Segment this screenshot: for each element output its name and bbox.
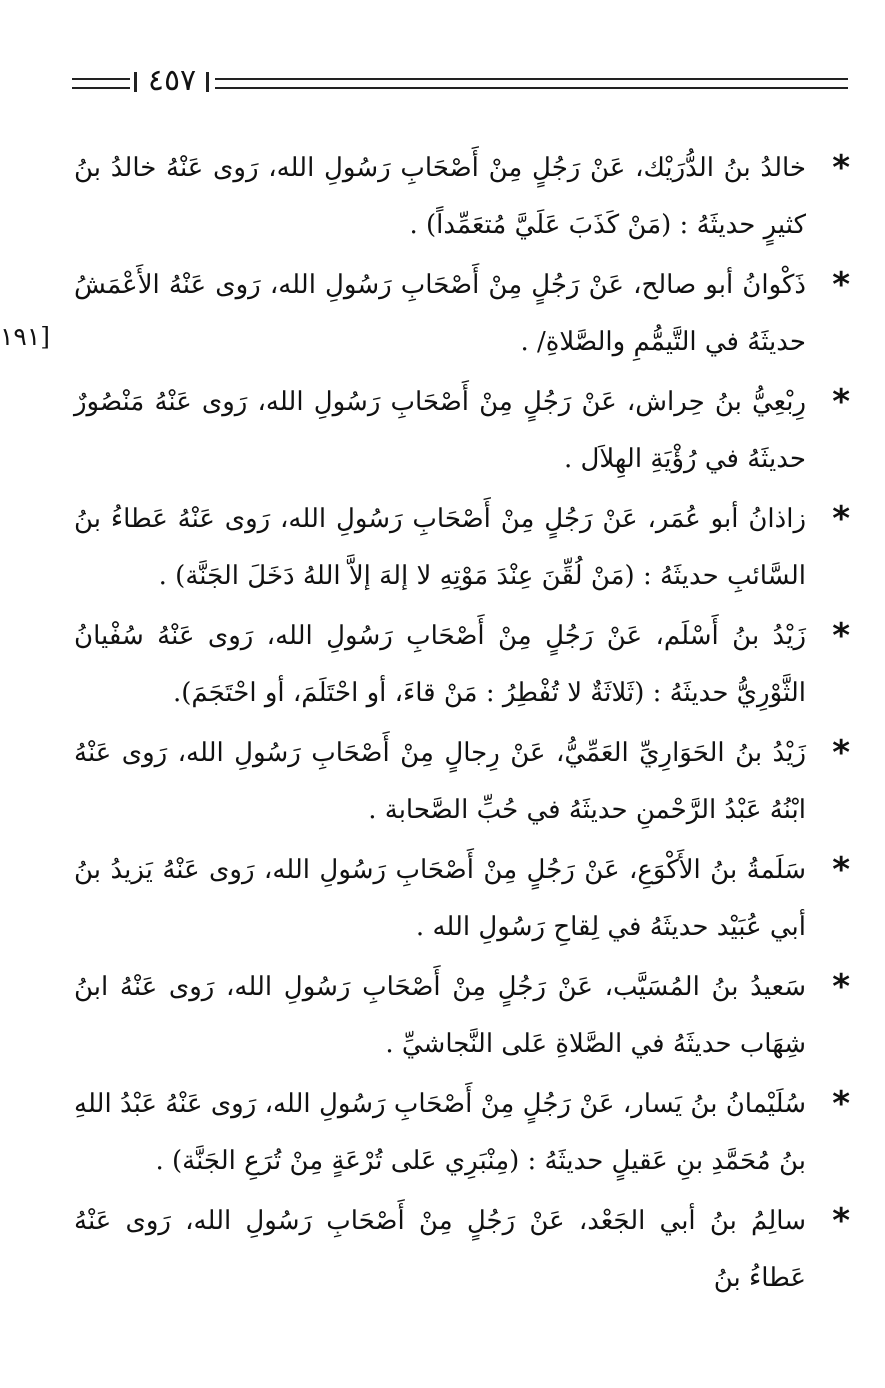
entry-text: رِبْعِيُّ بنُ حِراش، عَنْ رَجُلٍ مِنْ أَصْحَابِ رَسُولِ الله، رَوى عَنْهُ مَنْصُورٌ حديثَهُ في رُؤْيَةِ الهِلاَل .: [74, 387, 806, 474]
asterisk-bullet: *: [832, 265, 850, 305]
entry-text: ذَكْوانُ أبو صالح، عَنْ رَجُلٍ مِنْ أَصْحَابِ رَسُولِ الله، رَوى عَنْهُ الأَعْمَشُ حديثَهُ في التَّيمُّمِ والصَّلاةِ/ .: [74, 270, 806, 357]
asterisk-bullet: *: [832, 733, 850, 773]
asterisk-bullet: *: [832, 616, 850, 656]
entry-text: سَلَمةُ بنُ الأَكْوَعِ، عَنْ رَجُلٍ مِنْ أَصْحَابِ رَسُولِ الله، رَوى عَنْهُ يَزيدُ بنُ أبي عُبَيْد حديثَهُ في لِقاحِ رَسُولِ الله .: [74, 855, 806, 942]
entry-text: خالدُ بنُ الدُّرَيْك، عَنْ رَجُلٍ مِنْ أَصْحَابِ رَسُولِ الله، رَوى عَنْهُ خالدُ بنُ كثيرٍ حديثَهُ : (مَنْ كَذَبَ عَلَيَّ مُتعَمِّداً) .: [74, 153, 806, 240]
asterisk-bullet: *: [832, 850, 850, 890]
list-item: [74, 725, 850, 839]
entry-text: زَيْدُ بنُ الحَوَارِيِّ العَمِّيُّ، عَنْ رِجالٍ مِنْ أَصْحَابِ رَسُولِ الله، رَوى عَنْهُ ابْنُهُ عَبْدُ الرَّحْمنِ حديثَهُ في حُبِّ الصَّحابة .: [74, 738, 806, 825]
entry-text: سَعيدُ بنُ المُسَيَّب، عَنْ رَجُلٍ مِنْ أَصْحَابِ رَسُولِ الله، رَوى عَنْهُ ابنُ شِهَاب حديثَهُ في الصَّلاةِ عَلى النَّجاشيِّ .: [74, 972, 807, 1059]
list-item: [74, 608, 850, 722]
asterisk-bullet: *: [832, 499, 850, 539]
page-number: ٤٥٧: [147, 63, 197, 98]
list-item: [74, 1193, 850, 1307]
page-header: [72, 63, 848, 106]
list-item: [74, 1076, 850, 1190]
list-item: [74, 491, 850, 605]
entry-text: سُلَيْمانُ بنُ يَسار، عَنْ رَجُلٍ مِنْ أَصْحَابِ رَسُولِ الله، رَوى عَنْهُ عَبْدُ اللهِ بنُ مُحَمَّدِ بنِ عَقيلٍ حديثَهُ : (مِنْبَرِي عَلى تُرْعَةٍ مِنْ تُرَعِ الجَنَّة) .: [74, 1089, 806, 1176]
header-rule-left: [72, 78, 130, 89]
asterisk-bullet: *: [832, 967, 850, 1007]
entry-text: زَيْدُ بنُ أَسْلَم، عَنْ رَجُلٍ مِنْ أَصْحَابِ رَسُولِ الله، رَوى عَنْهُ سُفْيانُ الثَّوْرِيُّ حديثَهُ : (ثَلاثَةٌ لا تُفْطِرُ : مَنْ قاءَ، أو احْتَلَمَ، أو احْتَجَمَ).: [74, 621, 806, 708]
list-item: [74, 959, 850, 1073]
list-item: [74, 842, 850, 956]
entries-list: [74, 140, 850, 1310]
header-separator-right: [206, 72, 209, 92]
header-rule-right: [215, 78, 848, 89]
asterisk-bullet: *: [832, 382, 850, 422]
asterisk-bullet: *: [832, 148, 850, 188]
list-item: [74, 257, 850, 371]
asterisk-bullet: *: [832, 1201, 850, 1241]
entry-text: سالِمُ بنُ أبي الجَعْد، عَنْ رَجُلٍ مِنْ أَصْحَابِ رَسُولِ الله، رَوى عَنْهُ عَطاءُ بنُ: [74, 1206, 806, 1293]
asterisk-bullet: *: [832, 1084, 850, 1124]
entry-text: زاذانُ أبو عُمَر، عَنْ رَجُلٍ مِنْ أَصْحَابِ رَسُولِ الله، رَوى عَنْهُ عَطاءُ بنُ السَّائبِ حديثَهُ : (مَنْ لُقِّنَ عِنْدَ مَوْتِهِ لا إلهَ إلاَّ اللهُ دَخَلَ الجَنَّة) .: [74, 504, 806, 591]
list-item: [74, 374, 850, 488]
margin-page-reference: [١٩١: [0, 322, 51, 351]
list-item: [74, 140, 850, 254]
header-separator-left: [134, 72, 137, 92]
